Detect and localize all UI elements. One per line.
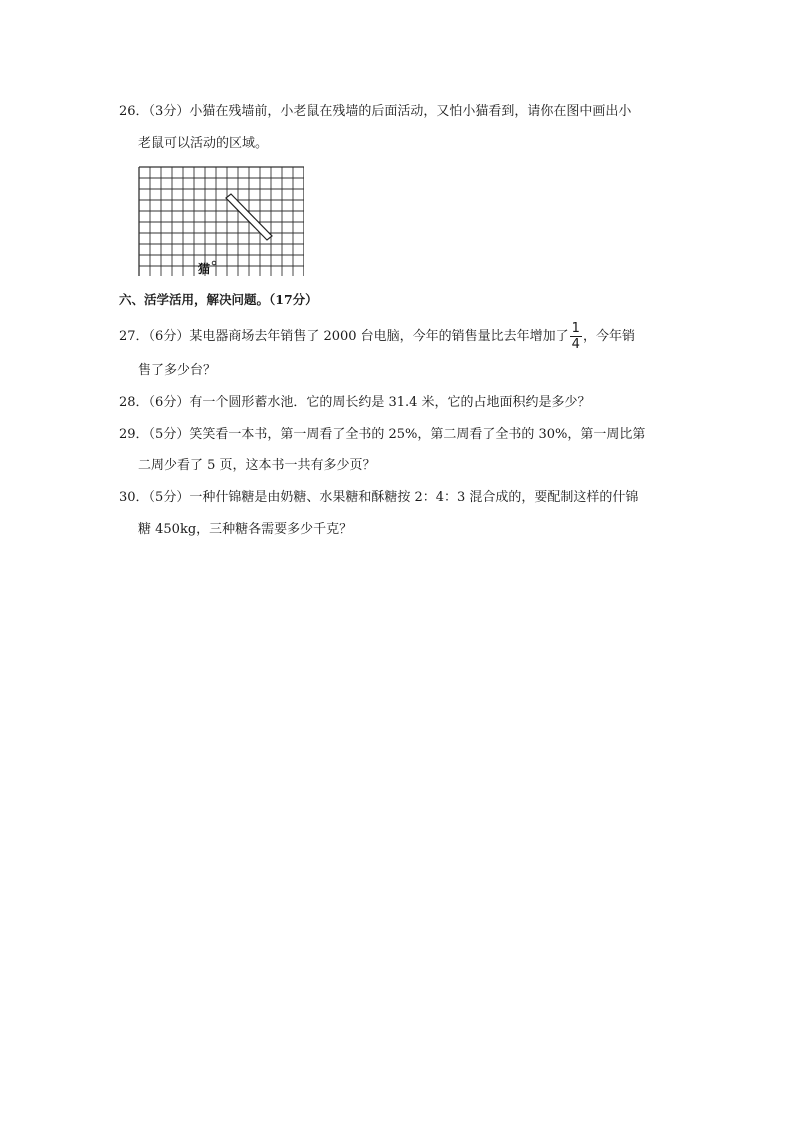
q29-line1: 29．（5分）笑笑看一本书，第一周看了全书的 25%，第二周看了全书的 30%，第一周比第 [119,427,646,442]
q27-line2: 售了多少台？ [138,363,217,378]
q26-line1: 26．（3分）小猫在残墙前，小老鼠在残墙的后面活动，又怕小猫看到，请你在图中画出小 [119,104,632,119]
fraction-denominator: 4 [571,337,580,352]
q27-text-after: ，今年销 [582,329,635,344]
q30-line1: 30．（5分）一种什锦糖是由奶糖、水果糖和酥糖按 2：4：3 混合成的，要配制这样的什锦 [119,490,639,505]
fraction-numerator: 1 [571,321,580,336]
section-6-title: 六、活学活用，解决问题。（17分） [119,292,318,307]
q27-text-before: 27．（6分）某电器商场去年销售了 2000 台电脑，今年的销售量比去年增加了 [119,329,569,344]
grid-svg [138,166,304,276]
q27-line1 [119,322,635,351]
cat-point [212,261,216,265]
fraction-one-quarter [570,322,582,351]
q26-line2: 老鼠可以活动的区域。 [138,136,269,151]
cat-label: 猫 [198,262,211,276]
q29-line2: 二周少看了 5 页，这本书一共有多少页？ [138,458,376,473]
q26-grid-figure [138,166,304,280]
q30-line2: 糖 450kg，三种糖各需要多少千克？ [138,522,353,537]
q28-line1: 28．（6分）有一个圆形蓄水池．它的周长约是 31.4 米，它的占地面积约是多少？ [119,395,591,410]
